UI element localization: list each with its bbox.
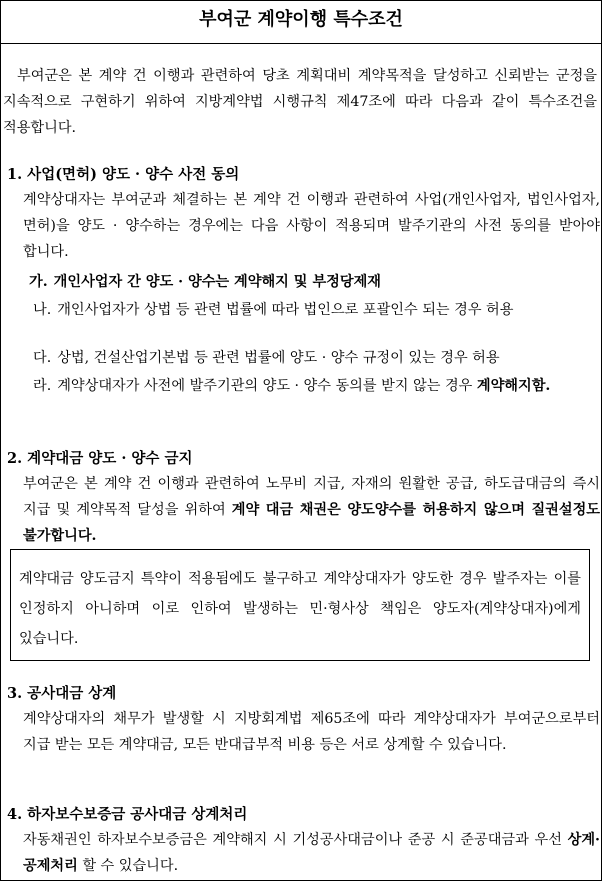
section-4-body-emphasis: 상계·공제처리 [23,832,600,874]
section-1-item-ra [33,375,599,397]
section-2-heading: 2. 계약대금 양도 · 양수 금지 [7,450,193,467]
section-3-body: 계약상대자의 채무가 발생할 시 지방회계법 제65조에 따라 계약상대자가 부여군으로부터 지급 받는 모든 계약대금, 모든 반대급부적 비용 등은 서로 상계할 수 있습니다. [23,711,600,753]
section-4-body-tail: 할 수 있습니다. [77,858,179,874]
title-divider [1,43,601,44]
item-text: 상법, 건설산업기본법 등 관련 법률에 양도 · 양수 규정이 있는 경우 허용 [57,350,500,366]
section-2-body [23,471,600,549]
item-text-emphasis: 계약해지함. [476,378,551,394]
item-marker: 라. [33,378,52,394]
section-1-heading: 1. 사업(면허) 양도 · 양수 사전 동의 [7,166,240,183]
section-1-item-da [33,347,599,369]
item-text [51,375,599,397]
section-1-item-na [33,299,599,321]
section-2-body-plain: 부여군은 본 계약 건 이행과 관련하여 노무비 지급, 자재의 원활한 공급, 하도급대금의 즉시 지급 및 계약목적 달성을 위하여 [23,476,600,518]
item-text-plain: 계약상대자가 사전에 발주기관의 양도 · 양수 동의를 받지 않는 경우 [57,378,477,394]
section-1-item-ga [29,271,599,293]
section-4-heading: 4. 하자보수보증금 공사대금 상계처리 [7,806,248,823]
intro-paragraph: 부여군은 본 계약 건 이행과 관련하여 당초 계획대비 계약목적을 달성하고 신뢰받는 군정을 지속적으로 구현하기 위하여 지방계약법 시행규칙 제47조에 따라 다음과 같이 특수조건을 적용합니다. [3,68,597,136]
item-marker: 나. [33,302,52,318]
section-4-body-plain: 자동채권인 하자보수보증금은 계약해지 시 기성공사대금이나 준공 시 준공대금과 우선 [23,832,568,848]
section-2-body-emphasis: 계약 대금 채권은 양도양수를 허용하지 않으며 질권설정도 불가합니다. [23,502,601,544]
document-title: 부여군 계약이행 특수조건 [199,9,403,30]
section-2-notice-box: 계약대금 양도금지 특약이 적용됨에도 불구하고 계약상대자가 양도한 경우 발주자는 이를 인정하지 아니하며 이로 인하여 발생하는 민·형사상 책임은 양도자(계약상대자)에게 있습니다. [10,549,590,661]
item-marker: 가. [29,274,48,290]
item-text: 개인사업자가 상법 등 관련 법률에 따라 법인으로 포괄인수 되는 경우 허용 [57,302,514,318]
item-text: 개인사업자 간 양도 · 양수는 계약해지 및 부정당제재 [53,274,381,290]
item-marker: 다. [33,350,52,366]
section-1-body: 계약상대자는 부여군과 체결하는 본 계약 건 이행과 관련하여 사업(개인사업자, 법인사업자, 면허)을 양도 · 양수하는 경우에는 다음 사항이 적용되며 발주기관의 사전 동의를 받아야 합니다. [23,192,600,260]
section-4-body [23,827,600,879]
section-3-heading: 3. 공사대금 상계 [7,685,117,702]
